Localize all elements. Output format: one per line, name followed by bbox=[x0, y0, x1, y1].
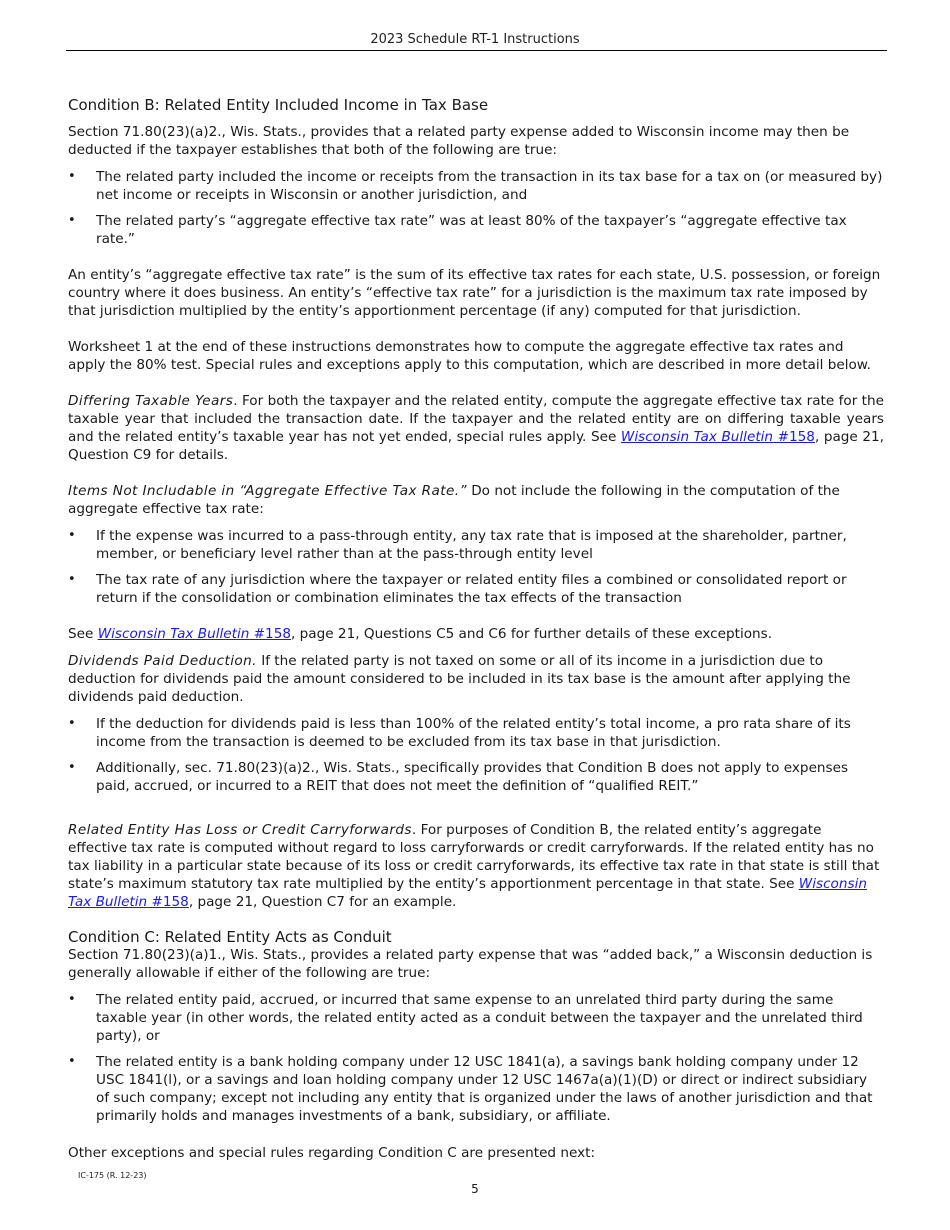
page-header-title: 2023 Schedule RT-1 Instructions bbox=[370, 32, 580, 47]
list-item: • Additionally, sec. 71.80(23)(a)2., Wis. Stats., specifically provides that Condition B does not apply to expenses paid, accrued, or incurred to a REIT that does not meet the definition of “qualified REIT.” bbox=[68, 759, 884, 795]
page-number: 5 bbox=[471, 1182, 479, 1196]
condition-c-intro: Section 71.80(23)(a)1., Wis. Stats., provides a related party expense that was “added back,” a Wisconsin deduction is generally allowable if either of the following are true: bbox=[68, 947, 873, 981]
condition-b-intro: Section 71.80(23)(a)2., Wis. Stats., provides that a related party expense added to Wisconsin income may then be deducted if the taxpayer establishes that both of the following are true: bbox=[68, 124, 850, 158]
tax-bulletin-link[interactable]: Wisconsin Tax Bulletin #158 bbox=[68, 876, 867, 910]
list-item: • The related entity paid, accrued, or incurred that same expense to an unrelated third party during the same taxable year (in other words, the related entity acted as a conduit between the taxpayer and the unrelated third party), or bbox=[68, 991, 884, 1045]
header-rule bbox=[66, 50, 887, 51]
list-item: • If the deduction for dividends paid is less than 100% of the related entity’s total income, a pro rata share of its income from the transaction is deemed to be excluded from its tax base in that jurisdiction. bbox=[68, 715, 884, 751]
condition-c-bullets bbox=[68, 991, 884, 1125]
list-item: • The related party included the income or receipts from the transaction in its tax base for a tax on (or measured by) net income or receipts in Wisconsin or another jurisdiction, and bbox=[68, 168, 884, 204]
items-not-includable-bullets bbox=[68, 527, 884, 607]
carryforwards-lead: Related Entity Has Loss or Credit Carryforwards bbox=[68, 822, 412, 838]
items-not-includable-paragraph: Items Not Includable in “Aggregate Effective Tax Rate.” Do not include the following in the computation of the aggregate effective tax rate: bbox=[68, 483, 840, 517]
condition-b-bullets bbox=[68, 168, 884, 248]
worksheet-paragraph: Worksheet 1 at the end of these instructions demonstrates how to compute the aggregate effective tax rates and apply the 80% test. Special rules and exceptions apply to this computation, which are described in more detail below. bbox=[68, 339, 871, 373]
dividends-paragraph: Dividends Paid Deduction. If the related party is not taxed on some or all of its income in a jurisdiction due to deduction for dividends paid the amount considered to be included in its tax base is the amount after applying the dividends paid deduction. bbox=[68, 653, 851, 705]
condition-c-heading: Condition C: Related Entity Acts as Conduit bbox=[68, 928, 392, 946]
see-exceptions-paragraph: See Wisconsin Tax Bulletin #158, page 21, Questions C5 and C6 for further details of these exceptions. bbox=[68, 626, 773, 642]
differing-years-text: . For both the taxpayer and the related entity, compute the aggregate effective tax rate for the taxable year that included the transaction date. If the taxpayer and the related entity are on differing taxable years and the related entity’s taxable year has not yet ended, special rules apply. See bbox=[68, 393, 884, 445]
condition-b-heading: Condition B: Related Entity Included Income in Tax Base bbox=[68, 96, 489, 114]
tax-bulletin-link[interactable]: Wisconsin Tax Bulletin #158 bbox=[620, 429, 815, 445]
condition-c-closing: Other exceptions and special rules regarding Condition C are presented next: bbox=[68, 1145, 596, 1161]
list-item: • The related party’s “aggregate effective tax rate” was at least 80% of the taxpayer’s “aggregate effective tax rate.” bbox=[68, 212, 884, 248]
list-item: • If the expense was incurred to a pass-through entity, any tax rate that is imposed at the shareholder, partner, member, or beneficiary level rather than at the pass-through entity level bbox=[68, 527, 884, 563]
tax-bulletin-link[interactable]: Wisconsin Tax Bulletin #158 bbox=[97, 626, 292, 642]
differing-years-lead: Differing Taxable Years bbox=[68, 393, 234, 409]
dividends-lead: Dividends Paid Deduction. bbox=[68, 653, 257, 669]
list-item: • The related entity is a bank holding company under 12 USC 1841(a), a savings bank holding company under 12 USC 1841(l), or a savings and loan holding company under 12 USC 1467a(a)(1)(D) or direct or indirect subsidiary of such company; except not including any entity that is organized under the laws of another jurisdiction and that primarily holds and manages investments of a bank, subsidiary, or affiliate. bbox=[68, 1053, 884, 1125]
list-item: • The tax rate of any jurisdiction where the taxpayer or related entity files a combined or consolidated report or return if the consolidation or combination eliminates the tax effects of the transaction bbox=[68, 571, 884, 607]
items-not-includable-lead: Items Not Includable in “Aggregate Effective Tax Rate.” bbox=[68, 483, 467, 499]
differing-years-paragraph: Differing Taxable Years. For both the taxpayer and the related entity, compute the aggregate effective tax rate for the taxable year that included the transaction date. If the taxpayer and the related entity are on differing taxable years and the related entity’s taxable year has not yet ended, special rules apply. See Wisconsin Tax Bulletin #158, page 21, Question C9 for details. bbox=[68, 393, 884, 463]
carryforwards-paragraph: Related Entity Has Loss or Credit Carryforwards. For purposes of Condition B, the related entity’s aggregate effective tax rate is computed without regard to loss carryforwards or credit carryforwards. If the related entity has no tax liability in a particular state because of its loss or credit carryforwards, its effective tax rate in that state is still that state’s maximum statutory tax rate multiplied by the entity’s apportionment percentage in that state. See Wisconsin Tax Bulletin #158, page 21, Question C7 for an example. bbox=[68, 822, 880, 910]
form-code: IC-175 (R. 12-23) bbox=[78, 1171, 147, 1180]
document-body bbox=[68, 95, 884, 1162]
aggregate-rate-paragraph: An entity’s “aggregate effective tax rate” is the sum of its effective tax rates for each state, U.S. possession, or foreign country where it does business. An entity’s “effective tax rate” for a jurisdiction is the maximum tax rate imposed by that jurisdiction multiplied by the entity’s apportionment percentage (if any) computed for that jurisdiction. bbox=[68, 267, 881, 319]
dividends-bullets bbox=[68, 715, 884, 795]
